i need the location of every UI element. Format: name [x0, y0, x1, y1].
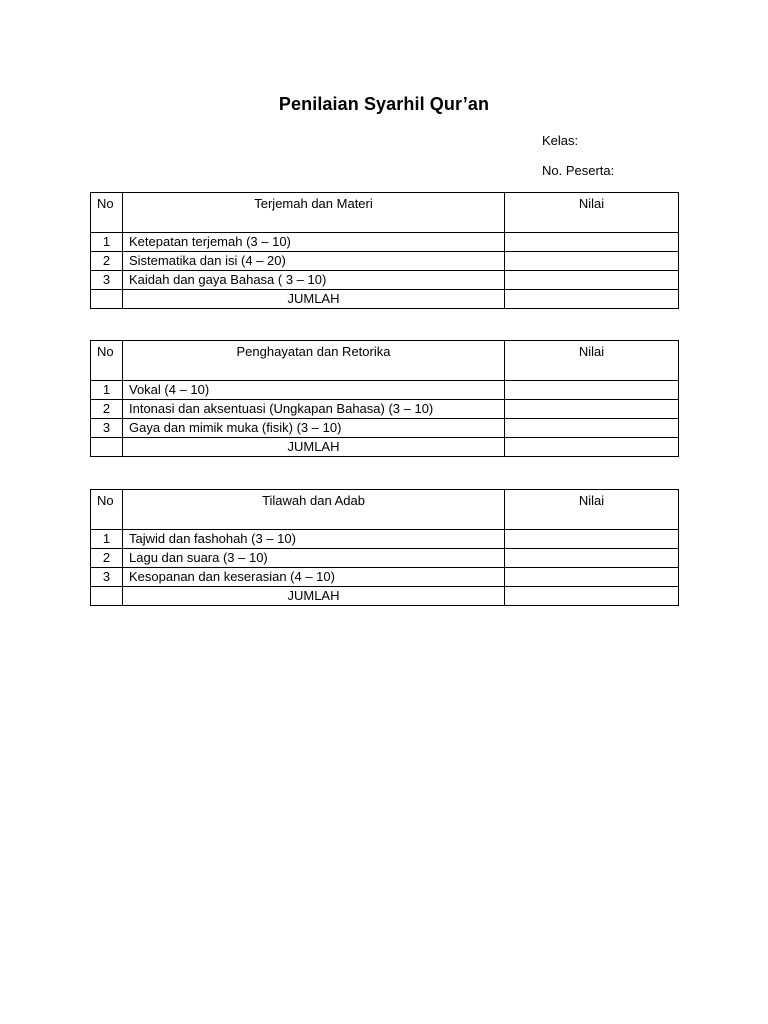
- table-row: [91, 381, 679, 400]
- score-cell[interactable]: [505, 381, 679, 400]
- no-header: No: [91, 341, 123, 381]
- no-header: No: [91, 193, 123, 233]
- score-cell[interactable]: [505, 419, 679, 438]
- row-number: 1: [91, 530, 123, 549]
- row-number: 2: [91, 252, 123, 271]
- table-header-row: [91, 341, 679, 381]
- score-table-terjemah: [90, 192, 679, 309]
- score-cell[interactable]: [505, 530, 679, 549]
- score-cell[interactable]: [505, 549, 679, 568]
- total-score-cell[interactable]: [505, 587, 679, 606]
- total-row: [91, 438, 679, 457]
- table-row: [91, 568, 679, 587]
- table-row: [91, 233, 679, 252]
- total-score-cell[interactable]: [505, 290, 679, 309]
- value-header: Nilai: [505, 341, 679, 381]
- score-table-tilawah: [90, 489, 679, 606]
- row-number: 3: [91, 419, 123, 438]
- row-item: Ketepatan terjemah (3 – 10): [123, 233, 505, 252]
- empty-cell: [91, 290, 123, 309]
- row-number: 3: [91, 271, 123, 290]
- row-number: 1: [91, 233, 123, 252]
- score-table-penghayatan: [90, 340, 679, 457]
- score-cell[interactable]: [505, 568, 679, 587]
- row-item: Kaidah dan gaya Bahasa ( 3 – 10): [123, 271, 505, 290]
- total-label: JUMLAH: [123, 438, 505, 457]
- row-number: 3: [91, 568, 123, 587]
- row-number: 1: [91, 381, 123, 400]
- table-row: [91, 252, 679, 271]
- table-header-row: [91, 193, 679, 233]
- score-cell[interactable]: [505, 400, 679, 419]
- peserta-label: No. Peserta:: [542, 163, 615, 178]
- category-header: Tilawah dan Adab: [123, 490, 505, 530]
- total-row: [91, 587, 679, 606]
- empty-cell: [91, 438, 123, 457]
- category-header: Penghayatan dan Retorika: [123, 341, 505, 381]
- row-item: Tajwid dan fashohah (3 – 10): [123, 530, 505, 549]
- score-cell[interactable]: [505, 233, 679, 252]
- table-row: [91, 530, 679, 549]
- row-item: Intonasi dan aksentuasi (Ungkapan Bahasa) (3 – 10): [123, 400, 505, 419]
- table-row: [91, 419, 679, 438]
- total-label: JUMLAH: [123, 587, 505, 606]
- score-cell[interactable]: [505, 252, 679, 271]
- row-number: 2: [91, 400, 123, 419]
- total-label: JUMLAH: [123, 290, 505, 309]
- value-header: Nilai: [505, 193, 679, 233]
- row-item: Gaya dan mimik muka (fisik) (3 – 10): [123, 419, 505, 438]
- kelas-label: Kelas:: [542, 133, 579, 148]
- page-title: Penilaian Syarhil Qur’an: [278, 94, 490, 114]
- row-item: Lagu dan suara (3 – 10): [123, 549, 505, 568]
- table-header-row: [91, 490, 679, 530]
- no-header: No: [91, 490, 123, 530]
- empty-cell: [91, 587, 123, 606]
- table-row: [91, 549, 679, 568]
- row-item: Kesopanan dan keserasian (4 – 10): [123, 568, 505, 587]
- row-number: 2: [91, 549, 123, 568]
- table-row: [91, 271, 679, 290]
- table-row: [91, 400, 679, 419]
- category-header: Terjemah dan Materi: [123, 193, 505, 233]
- total-score-cell[interactable]: [505, 438, 679, 457]
- value-header: Nilai: [505, 490, 679, 530]
- score-cell[interactable]: [505, 271, 679, 290]
- total-row: [91, 290, 679, 309]
- row-item: Vokal (4 – 10): [123, 381, 505, 400]
- row-item: Sistematika dan isi (4 – 20): [123, 252, 505, 271]
